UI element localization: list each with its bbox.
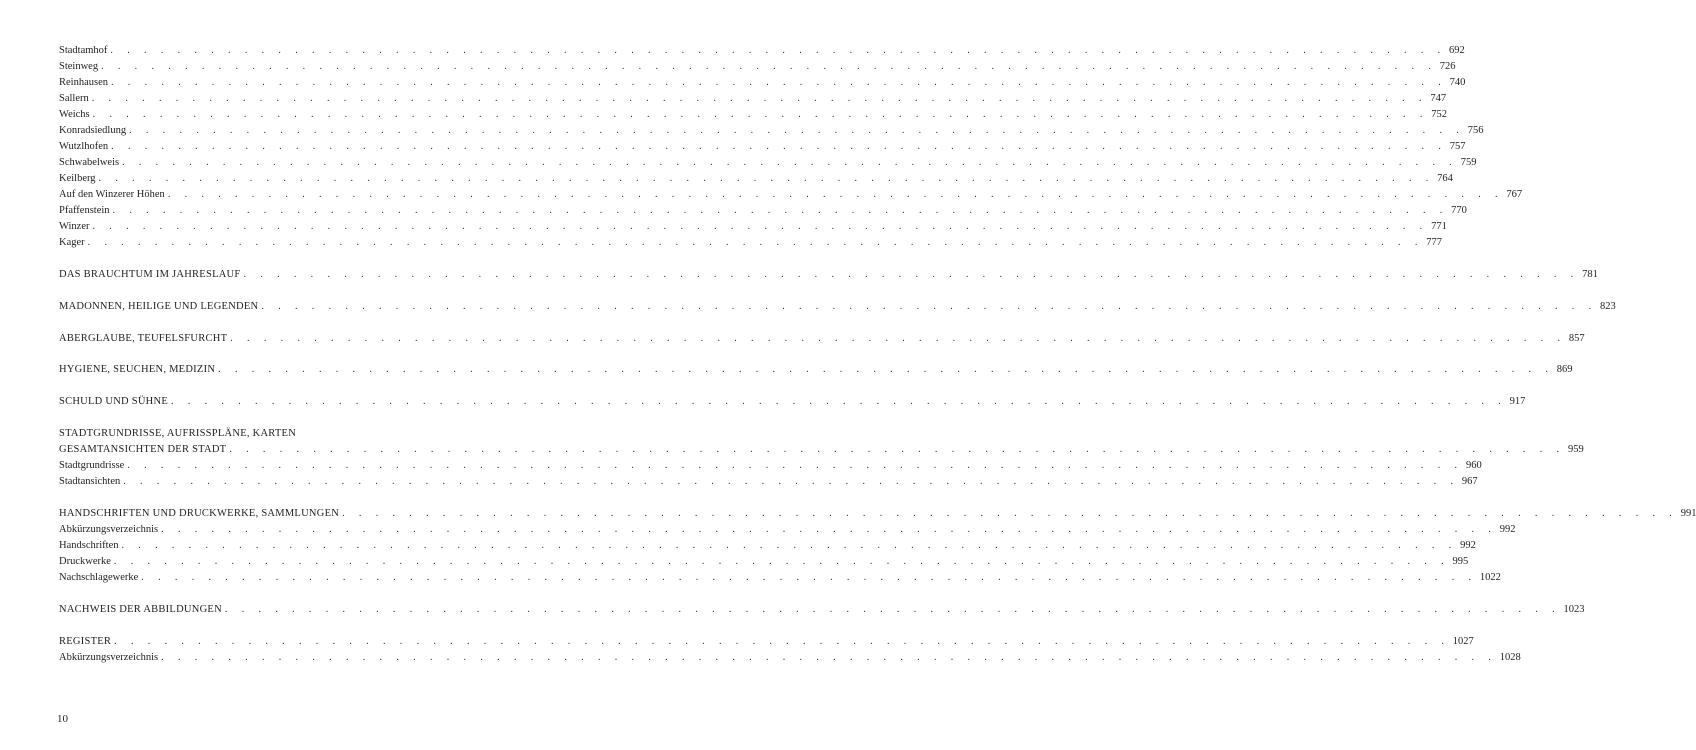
toc-entry-page: 759 <box>1460 157 1477 168</box>
toc-entry-title: Pfaffenstein <box>59 205 110 216</box>
toc-subentry <box>59 189 1523 205</box>
toc-entry-page: 726 <box>1439 61 1456 72</box>
toc-entry-title: Handschriften <box>59 540 119 551</box>
toc-subentry <box>59 221 1447 237</box>
toc-entry-title: Keilberg <box>59 173 96 184</box>
dot-leader: . . . . . . . . . . . . . . . . . . . . . . . . . . . . . . . . . . . . . . . . . . . . . . . . . . . . . . . . . . . . . . . . . . . . . . . . . . . . . . . . <box>122 157 1458 168</box>
dot-leader: . . . . . . . . . . . . . . . . . . . . . . . . . . . . . . . . . . . . . . . . . . . . . . . . . . . . . . . . . . . . . . . . . . . . . . . . . . . . . . . . <box>224 604 1561 615</box>
dot-leader: . . . . . . . . . . . . . . . . . . . . . . . . . . . . . . . . . . . . . . . . . . . . . . . . . . . . . . . . . . . . . . . . . . . . . . . . . . . . . . . . <box>129 125 1465 136</box>
toc-entry-title: GESAMTANSICHTEN DER STADT <box>59 444 227 455</box>
dot-leader: . . . . . . . . . . . . . . . . . . . . . . . . . . . . . . . . . . . . . . . . . . . . . . . . . . . . . . . . . . . . . . . . . . . . . . . . . . . . . . . . <box>261 301 1597 312</box>
dot-leader: . . . . . . . . . . . . . . . . . . . . . . . . . . . . . . . . . . . . . . . . . . . . . . . . . . . . . . . . . . . . . . . . . . . . . . . . . . . . . . . . <box>111 77 1447 88</box>
toc-entry-page: 692 <box>1449 45 1465 56</box>
dot-leader: . . . . . . . . . . . . . . . . . . . . . . . . . . . . . . . . . . . . . . . . . . . . . . . . . . . . . . . . . . . . . . . . . . . . . . . . . . . . . . . . <box>91 93 1428 104</box>
toc-entry-title: HANDSCHRIFTEN UND DRUCKWERKE, SAMMLUNGEN <box>59 508 340 519</box>
toc-entry-page: 757 <box>1449 141 1466 152</box>
toc-entry-title: Auf den Winzerer Höhen <box>59 189 165 200</box>
toc-subentry <box>59 125 1484 141</box>
toc-entry-page: 740 <box>1449 77 1466 88</box>
toc-entry-title: Abkürzungsverzeichnis <box>59 652 159 663</box>
toc-entry-page: 767 <box>1506 189 1523 200</box>
toc-subentry <box>59 205 1467 221</box>
toc-entry-page: 967 <box>1461 476 1478 487</box>
toc-subentry <box>59 45 1465 61</box>
toc-entry-title: Kager <box>59 237 85 248</box>
toc-section <box>59 396 1526 412</box>
toc-subentry <box>59 141 1466 157</box>
toc-section <box>59 301 1616 317</box>
toc-subentry <box>59 540 1476 556</box>
dot-leader: . . . . . . . . . . . . . . . . . . . . . . . . . . . . . . . . . . . . . . . . . . . . . . . . . . . . . . . . . . . . . . . . . . . . . . . . . . . . . . . . <box>218 364 1554 375</box>
dot-leader: . . . . . . . . . . . . . . . . . . . . . . . . . . . . . . . . . . . . . . . . . . . . . . . . . . . . . . . . . . . . . . . . . . . . . . . . . . . . . . . . <box>141 572 1477 583</box>
toc-entry-page: 823 <box>1600 301 1616 312</box>
toc-entry-title: SCHULD UND SÜHNE <box>59 396 169 407</box>
toc-entry-page: 991 <box>1680 508 1696 519</box>
dot-leader: . . . . . . . . . . . . . . . . . . . . . . . . . . . . . . . . . . . . . . . . . . . . . . . . . . . . . . . . . . . . . . . . . . . . . . . . . . . . . . . . <box>111 141 1447 152</box>
toc-entry-title: REGISTER <box>59 636 112 647</box>
toc-subentry <box>59 109 1448 125</box>
toc-subentry <box>59 556 1469 572</box>
dot-leader: . . . . . . . . . . . . . . . . . . . . . . . . . . . . . . . . . . . . . . . . . . . . . . . . . . . . . . . . . . . . . . . . . . . . . . . . . . . . . . . . <box>171 396 1507 407</box>
dot-leader: . . . . . . . . . . . . . . . . . . . . . . . . . . . . . . . . . . . . . . . . . . . . . . . . . . . . . . . . . . . . . . . . . . . . . . . . . . . . . . . . <box>127 460 1463 471</box>
toc-entry-title: DAS BRAUCHTUM IM JAHRESLAUF <box>59 269 241 280</box>
toc-entry-title: HYGIENE, SEUCHEN, MEDIZIN <box>59 364 216 375</box>
toc-entry-page: 959 <box>1567 444 1584 455</box>
toc-entry-title: Wutzlhofen <box>59 141 109 152</box>
toc-entry-title: Winzer <box>59 221 90 232</box>
toc-entry-title: ABERGLAUBE, TEUFELSFURCHT <box>59 333 228 344</box>
toc-entry-page: 770 <box>1451 205 1467 216</box>
dot-leader: . . . . . . . . . . . . . . . . . . . . . . . . . . . . . . . . . . . . . . . . . . . . . . . . . . . . . . . . . . . . . . . . . . . . . . . . . . . . . . . . <box>110 45 1447 56</box>
toc-entry-title: Stadtamhof <box>59 45 108 56</box>
dot-leader: . . . . . . . . . . . . . . . . . . . . . . . . . . . . . . . . . . . . . . . . . . . . . . . . . . . . . . . . . . . . . . . . . . . . . . . . . . . . . . . . <box>123 476 1459 487</box>
toc-section <box>59 364 1573 380</box>
toc-entry-page: 1022 <box>1479 572 1501 583</box>
toc-entry-page: 995 <box>1452 556 1469 567</box>
toc-section <box>59 333 1585 349</box>
toc-subentry <box>59 61 1456 77</box>
toc-section <box>59 508 1696 524</box>
toc-entry-title: Nachschlagewerke <box>59 572 139 583</box>
toc-subentry <box>59 524 1516 540</box>
toc-entry-title: Stadtansichten <box>59 476 121 487</box>
dot-leader: . . . . . . . . . . . . . . . . . . . . . . . . . . . . . . . . . . . . . . . . . . . . . . . . . . . . . . . . . . . . . . . . . . . . . . . . . . . . . . . . <box>114 636 1450 647</box>
toc-subentry <box>59 652 1521 668</box>
toc-entry-title: Stadtgrundrisse <box>59 460 125 471</box>
toc-entry-page: 756 <box>1467 125 1484 136</box>
toc-subentry <box>59 77 1466 93</box>
toc-entry-title: Konradsiedlung <box>59 125 127 136</box>
dot-leader: . . . . . . . . . . . . . . . . . . . . . . . . . . . . . . . . . . . . . . . . . . . . . . . . . . . . . . . . . . . . . . . . . . . . . . . . . . . . . . . . <box>229 444 1565 455</box>
toc-entry-page: 764 <box>1437 173 1453 184</box>
dot-leader: . . . . . . . . . . . . . . . . . . . . . . . . . . . . . . . . . . . . . . . . . . . . . . . . . . . . . . . . . . . . . . . . . . . . . . . . . . . . . . . . <box>230 333 1566 344</box>
toc-subentry <box>59 237 1443 253</box>
toc-entry-page: 781 <box>1582 269 1598 280</box>
dot-leader: . . . . . . . . . . . . . . . . . . . . . . . . . . . . . . . . . . . . . . . . . . . . . . . . . . . . . . . . . . . . . . . . . . . . . . . . . . . . . . . . <box>113 556 1450 567</box>
dot-leader: . . . . . . . . . . . . . . . . . . . . . . . . . . . . . . . . . . . . . . . . . . . . . . . . . . . . . . . . . . . . . . . . . . . . . . . . . . . . . . . . <box>112 205 1449 216</box>
dot-leader: . . . . . . . . . . . . . . . . . . . . . . . . . . . . . . . . . . . . . . . . . . . . . . . . . . . . . . . . . . . . . . . . . . . . . . . . . . . . . . . . <box>92 109 1429 120</box>
toc-subentry <box>59 460 1482 476</box>
toc-entry-page: 917 <box>1509 396 1526 407</box>
dot-leader: . . . . . . . . . . . . . . . . . . . . . . . . . . . . . . . . . . . . . . . . . . . . . . . . . . . . . . . . . . . . . . . . . . . . . . . . . . . . . . . . <box>161 524 1497 535</box>
toc-entry-page: 777 <box>1426 237 1443 248</box>
dot-leader: . . . . . . . . . . . . . . . . . . . . . . . . . . . . . . . . . . . . . . . . . . . . . . . . . . . . . . . . . . . . . . . . . . . . . . . . . . . . . . . . <box>121 540 1458 551</box>
page-number: 10 <box>57 713 68 725</box>
toc-subentry <box>59 173 1453 189</box>
dot-leader: . . . . . . . . . . . . . . . . . . . . . . . . . . . . . . . . . . . . . . . . . . . . . . . . . . . . . . . . . . . . . . . . . . . . . . . . . . . . . . . . <box>161 652 1497 663</box>
dot-leader: . . . . . . . . . . . . . . . . . . . . . . . . . . . . . . . . . . . . . . . . . . . . . . . . . . . . . . . . . . . . . . . . . . . . . . . . . . . . . . . . <box>342 508 1678 519</box>
toc-entry-title: MADONNEN, HEILIGE UND LEGENDEN <box>59 301 259 312</box>
toc-entry-page: 857 <box>1568 333 1585 344</box>
toc-entry-title: Sallern <box>59 93 89 104</box>
toc-section <box>59 636 1474 652</box>
toc-heading: STADTGRUNDRISSE, AUFRISSPLÄNE, KARTEN <box>59 428 297 439</box>
dot-leader: . . . . . . . . . . . . . . . . . . . . . . . . . . . . . . . . . . . . . . . . . . . . . . . . . . . . . . . . . . . . . . . . . . . . . . . . . . . . . . . . <box>87 237 1424 248</box>
toc-entry-page: 771 <box>1431 221 1447 232</box>
toc-subentry <box>59 93 1447 109</box>
toc-section <box>59 269 1598 285</box>
toc-section <box>59 604 1585 620</box>
toc-entry-title: Weichs <box>59 109 90 120</box>
toc-entry-page: 992 <box>1499 524 1516 535</box>
toc-entry-title: Abkürzungsverzeichnis <box>59 524 159 535</box>
toc-entry-page: 1023 <box>1563 604 1585 615</box>
toc-entry-title: Steinweg <box>59 61 99 72</box>
dot-leader: . . . . . . . . . . . . . . . . . . . . . . . . . . . . . . . . . . . . . . . . . . . . . . . . . . . . . . . . . . . . . . . . . . . . . . . . . . . . . . . . <box>92 221 1429 232</box>
toc-entry-title: Reinhausen <box>59 77 108 88</box>
toc-subentry <box>59 157 1477 173</box>
toc-entry-page: 752 <box>1431 109 1448 120</box>
dot-leader: . . . . . . . . . . . . . . . . . . . . . . . . . . . . . . . . . . . . . . . . . . . . . . . . . . . . . . . . . . . . . . . . . . . . . . . . . . . . . . . . <box>98 173 1435 184</box>
toc-entry-page: 869 <box>1556 364 1573 375</box>
toc-entry-title: Schwabelweis <box>59 157 120 168</box>
toc-entry-page: 992 <box>1460 540 1476 551</box>
toc-entry-page: 747 <box>1430 93 1447 104</box>
toc-entry-page: 1027 <box>1452 636 1474 647</box>
toc-section <box>59 444 1584 460</box>
toc-entry-title: Druckwerke <box>59 556 111 567</box>
toc-entry-title: NACHWEIS DER ABBILDUNGEN <box>59 604 222 615</box>
dot-leader: . . . . . . . . . . . . . . . . . . . . . . . . . . . . . . . . . . . . . . . . . . . . . . . . . . . . . . . . . . . . . . . . . . . . . . . . . . . . . . . . <box>101 61 1437 72</box>
toc-subentry <box>59 476 1478 492</box>
toc-entry-page: 1028 <box>1499 652 1521 663</box>
toc-entry-page: 960 <box>1465 460 1482 471</box>
toc-subentry <box>59 572 1501 588</box>
dot-leader: . . . . . . . . . . . . . . . . . . . . . . . . . . . . . . . . . . . . . . . . . . . . . . . . . . . . . . . . . . . . . . . . . . . . . . . . . . . . . . . . <box>243 269 1580 280</box>
dot-leader: . . . . . . . . . . . . . . . . . . . . . . . . . . . . . . . . . . . . . . . . . . . . . . . . . . . . . . . . . . . . . . . . . . . . . . . . . . . . . . . . <box>167 189 1504 200</box>
